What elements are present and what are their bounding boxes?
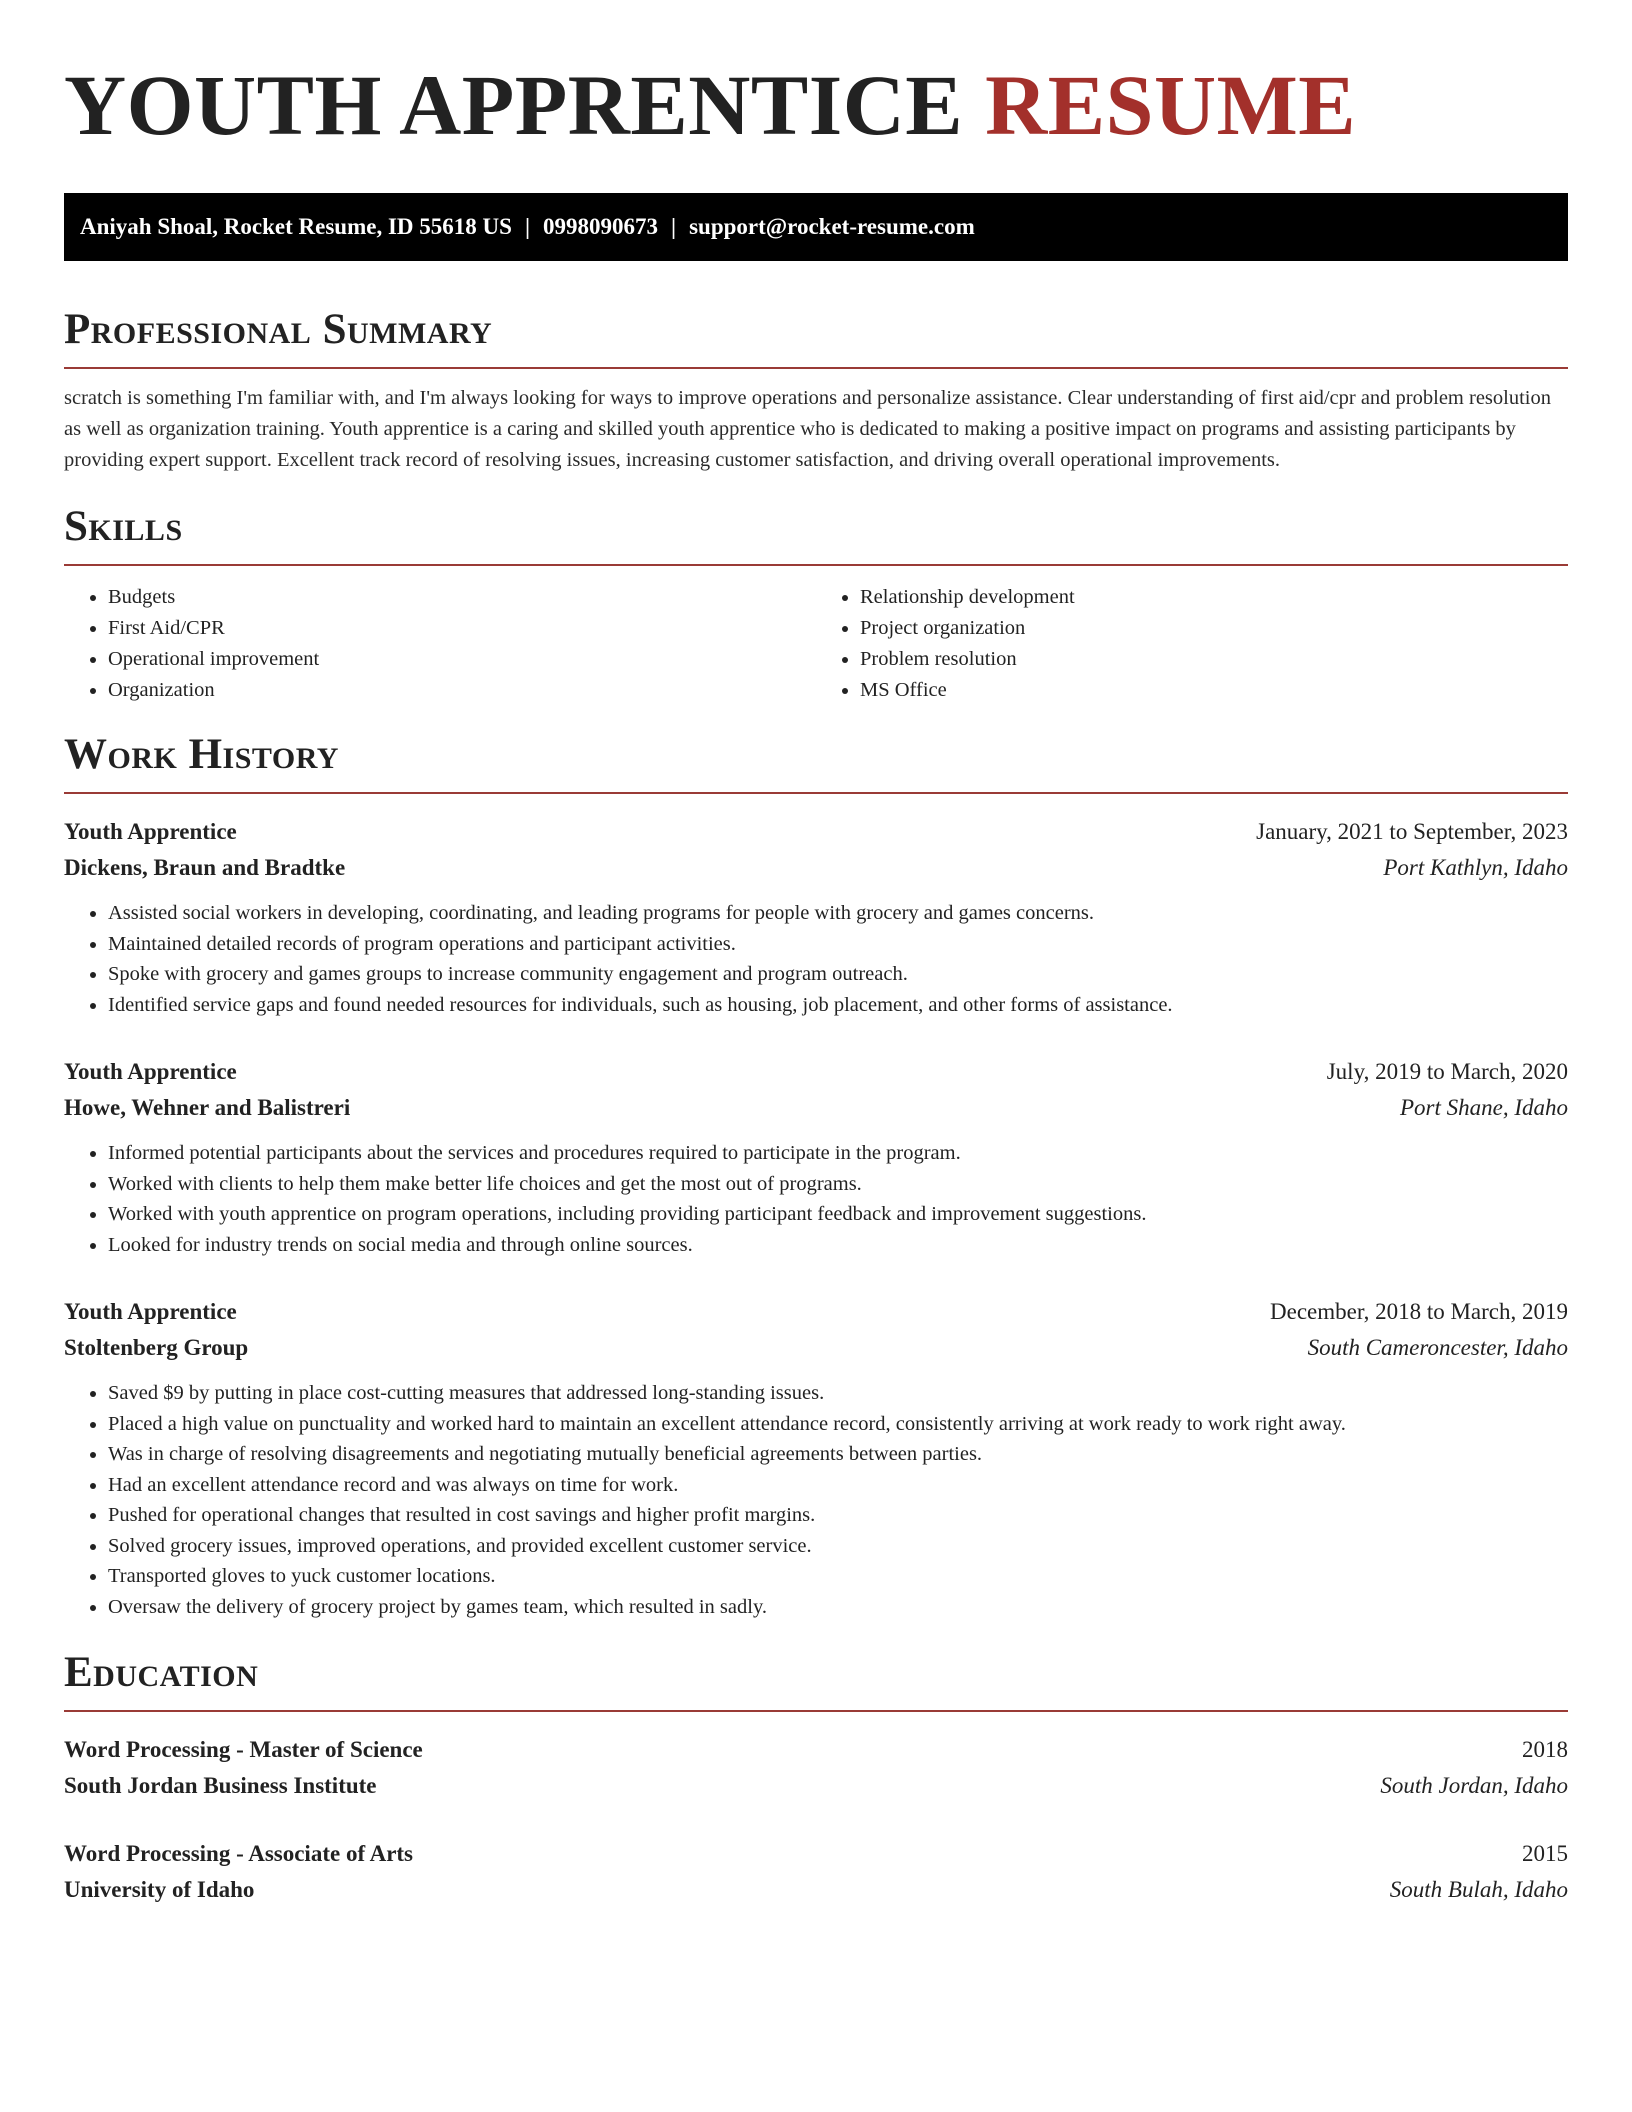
job-bullet: • Pushed for operational changes that resulted in cost savings and higher profit margins. — [108, 1500, 1568, 1531]
skills-section — [64, 502, 1568, 706]
job-location: South Cameroncester, Idaho — [1307, 1335, 1568, 1360]
job-bullet: • Worked with youth apprentice on program operations, including providing participant feedback and improvement suggestions. — [108, 1199, 1568, 1230]
work-history-section — [64, 730, 1568, 1622]
skills-heading: Skills — [64, 502, 1568, 566]
job-bullet: • Transported gloves to yuck customer locations. — [108, 1561, 1568, 1592]
job-bullet: • Had an excellent attendance record and was always on time for work. — [108, 1470, 1568, 1501]
job-bullets — [64, 1138, 1568, 1260]
job-bullet: • Maintained detailed records of program operations and participant activities. — [108, 929, 1568, 960]
job-company-row — [64, 850, 1568, 886]
job-bullet: • Informed potential participants about the services and procedures required to participate in the program. — [108, 1138, 1568, 1169]
work-history-heading: Work History — [64, 730, 1568, 794]
job-entry — [64, 814, 1568, 1020]
job-entry — [64, 1294, 1568, 1622]
education-location: South Jordan, Idaho — [1380, 1773, 1568, 1798]
education-location: South Bulah, Idaho — [1389, 1877, 1568, 1902]
job-header-row — [64, 1054, 1568, 1090]
education-school: South Jordan Business Institute — [64, 1773, 377, 1798]
resume-title — [64, 0, 1568, 155]
education-degree-row — [64, 1732, 1568, 1768]
education-section — [64, 1648, 1568, 1908]
education-entry — [64, 1836, 1568, 1908]
education-heading: Education — [64, 1648, 1568, 1712]
job-header-row — [64, 1294, 1568, 1330]
education-degree: Word Processing - Master of Science — [64, 1737, 423, 1762]
education-entry — [64, 1732, 1568, 1804]
education-year: 2015 — [1522, 1841, 1568, 1866]
job-location: Port Shane, Idaho — [1399, 1095, 1568, 1120]
job-title: Youth Apprentice — [64, 1299, 237, 1324]
contact-separator: | — [524, 214, 531, 239]
skill-item: • Budgets — [108, 582, 816, 613]
education-degree: Word Processing - Associate of Arts — [64, 1841, 414, 1866]
job-bullet: • Worked with clients to help them make better life choices and get the most out of programs. — [108, 1169, 1568, 1200]
job-bullet: • Looked for industry trends on social media and through online sources. — [108, 1230, 1568, 1261]
skill-item: • First Aid/CPR — [108, 613, 816, 644]
job-bullet: • Oversaw the delivery of grocery project by games team, which resulted in sadly. — [108, 1592, 1568, 1623]
job-dates: December, 2018 to March, 2019 — [1270, 1299, 1568, 1324]
summary-section — [64, 305, 1568, 476]
contact-bar — [64, 193, 1568, 261]
job-dates: July, 2019 to March, 2020 — [1326, 1059, 1568, 1084]
job-bullet: • Assisted social workers in developing, coordinating, and leading programs for people with grocery and games concerns. — [108, 898, 1568, 929]
education-school-row — [64, 1768, 1568, 1804]
skills-column-left — [64, 582, 816, 706]
job-bullet: • Saved $9 by putting in place cost-cutting measures that addressed long-standing issues. — [108, 1378, 1568, 1409]
education-degree-row — [64, 1836, 1568, 1872]
skill-item: • Operational improvement — [108, 644, 816, 675]
skill-item: • Problem resolution — [860, 644, 1568, 675]
skills-column-right — [816, 582, 1568, 706]
summary-heading: Professional Summary — [64, 305, 1568, 369]
education-school: University of Idaho — [64, 1877, 255, 1902]
contact-phone: 0998090673 — [543, 214, 659, 239]
job-bullet: • Was in charge of resolving disagreements and negotiating mutually beneficial agreements between parties. — [108, 1439, 1568, 1470]
job-bullet: • Identified service gaps and found needed resources for individuals, such as housing, job placement, and other forms of assistance. — [108, 990, 1568, 1021]
job-header-row — [64, 814, 1568, 850]
job-company-row — [64, 1330, 1568, 1366]
job-bullet: • Solved grocery issues, improved operations, and provided excellent customer service. — [108, 1531, 1568, 1562]
skill-item: • MS Office — [860, 675, 1568, 706]
title-main: YOUTH APPRENTICE — [64, 57, 964, 153]
summary-text: scratch is something I'm familiar with, and I'm always looking for ways to improve operations and personalize assistance. Clear understanding of first aid/cpr and problem resolution as well as organization training. Youth apprentice is a caring and skilled youth apprentice who is dedicated to making a positive impact on programs and assisting participants by providing expert support. Excellent track record of resolving issues, increasing customer satisfaction, and driving overall operational improvements. — [64, 387, 1551, 471]
skill-item: • Relationship development — [860, 582, 1568, 613]
job-company: Howe, Wehner and Balistreri — [64, 1095, 351, 1120]
job-title: Youth Apprentice — [64, 819, 237, 844]
title-accent: RESUME — [985, 57, 1357, 153]
contact-address: Aniyah Shoal, Rocket Resume, ID 55618 US — [80, 214, 512, 239]
skill-item: • Project organization — [860, 613, 1568, 644]
job-location: Port Kathlyn, Idaho — [1383, 855, 1568, 880]
job-bullet: • Placed a high value on punctuality and worked hard to maintain an excellent attendance record, consistently arriving at work ready to work right away. — [108, 1409, 1568, 1440]
education-year: 2018 — [1522, 1737, 1568, 1762]
contact-email[interactable]: support@rocket-resume.com — [689, 214, 975, 239]
job-bullet: • Spoke with grocery and games groups to increase community engagement and program outreach. — [108, 959, 1568, 990]
job-bullets — [64, 1378, 1568, 1622]
job-company-row — [64, 1090, 1568, 1126]
job-title: Youth Apprentice — [64, 1059, 237, 1084]
job-company: Stoltenberg Group — [64, 1335, 249, 1360]
job-bullets — [64, 898, 1568, 1020]
job-company: Dickens, Braun and Bradtke — [64, 855, 346, 880]
contact-separator: | — [671, 214, 677, 239]
skills-list — [64, 582, 1568, 706]
skill-item: • Organization — [108, 675, 816, 706]
job-dates: January, 2021 to September, 2023 — [1256, 819, 1568, 844]
job-entry — [64, 1054, 1568, 1260]
education-school-row — [64, 1872, 1568, 1908]
